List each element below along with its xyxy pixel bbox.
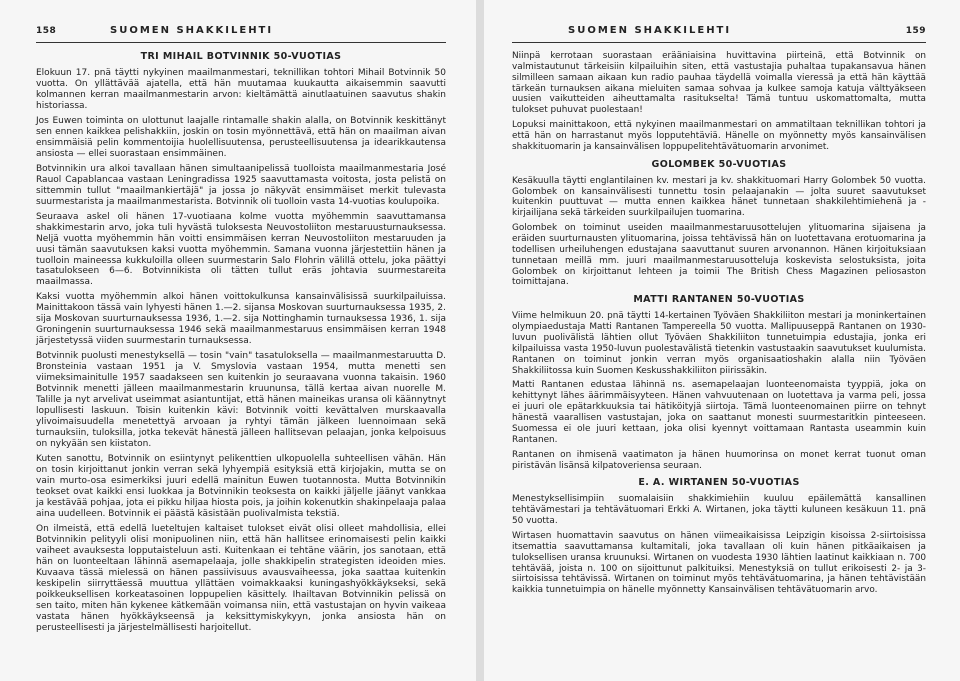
section-heading: MATTI RANTANEN 50-VUOTIAS	[633, 294, 805, 306]
left-page	[0, 0, 476, 681]
page-gutter	[476, 0, 484, 681]
paragraph: Kuten sanottu, Botvinnik on esiintynyt pelikenttien ulkopuolella suhteellisen vähän. Hän on tosin kirjoittanut jonkin verran sekä lyhyempiä esityksiä että kirjojakin, mutta se on vain murto-osa esimerkiksi juuri edellä mainitun Euwen tuotannosta. Mutta Botvinnikin teokset ovat kaikki ensi luokkaa ja Botvinnikin teoksesta on kaikki jäljelle jäänyt vankkaa ja kestävää pohjaa, jota ei pikku hiljaa hiosta pois, ja joihin kokenutkin shakinpelaaja palaa aina uudelleen. Botvinnik ei päästä käsistään puolivalmista tekstiä.	[36, 453, 446, 519]
right-page	[484, 0, 960, 681]
journal-title: SUOMEN SHAKKILEHTI	[110, 25, 274, 36]
paragraph: Seuraava askel oli hänen 17-vuotiaana kolme vuotta myöhemmin saavuttamansa shakkimestarin arvo, joka tuli hyvästä tuloksesta Neuvostoliiton mestaruusturnauksessa. Neljä vuotta myöhemmin hän voitti ensimmäisen kerran Neuvostoliiton mestaruuden ja uusi tämän saavutuksen kaksi vuotta myöhemmin. Samana vuonna järjestettiin hänen ja tuolloin maineessa kukkuloilla olleen suurmestarin Salo Flohrin välillä ottelu, joka päättyi tasatulokseen 6—6. Botvinnikista oli tätten tullut eräs johtavia suurmestareita maailmassa.	[36, 211, 446, 288]
paragraph: Jos Euwen toiminta on ulottunut laajalle rintamalle shakin alalla, on Botvinnik keskittänyt sen ennen kaikkea pelishakkiin, joskin on tosin myönnettävä, että hän on maailman aivan ensimmäisiä pelin kommentoijia huolellisuutensa, perusteellisuutensa ja idearikkautensa ansiosta — ellei suorastaan ensimmäinen.	[36, 115, 446, 159]
paragraph: Menestyksellisimpiin suomalaisiin shakkimiehiin kuuluu epäilemättä kansallinen tehtävämestari ja tehtävätuomari Erkki A. Wirtanen, joka täytti kuluneen kesäkuun 11. pnä 50 vuotta.	[512, 494, 926, 527]
paragraph: Matti Rantanen edustaa lähinnä ns. asemapelaajan luonteenomaista tyyppiä, joka on kehittynyt lähes äärimmäisyyteen. Hänen vahvuutenaan on luotettava ja varma peli, jossa ei juuri ole epätarkkuuksia tai hätiköityjä siirtoja. Tämä luonteenomainen piirre on tehnyt hänestä vaarallisen vastustajan, joka on saattanut monesti suurmestaritkin pinteeseen. Suomessa ei ole juuri kettaan, joka olisi kyennyt voittamaan Rantasta useammin kuin Rantanen.	[512, 380, 926, 445]
paragraph: Kesäkuulla täytti englantilainen kv. mestari ja kv. shakkituomari Harry Golombek 50 vuotta. Golombek on kansainvälisesti tunnettu tosin pelaajanakin — jolta suuret saavutukset kuitenkin puuttuvat — mutta ennen kaikkea hänet tunnetaan shakkilehtimiehenä ja -kirjailijana sekä tärkeiden suurkilpailujen tuomarina.	[512, 175, 926, 219]
section-heading: TRI MIHAIL BOTVINNIK 50-VUOTIAS	[140, 51, 342, 62]
paragraph: Golombek on toiminut useiden maailmanmestaruusottelujen ylituomarina sijaisena ja eräiden suurturnausten ylituomarina, joissa tehtävissä hän on luotettavana erotuomarina ja todellisen urheiluhengen edustajana saavuttanut suuren arvonannon. Hänen kirjoituksiaan tunnetaan meillä mm. juuri maailmanmestaruusotteluja koskevista selostuksista, joita Golombek on kirjoittanut lehteen ja toimii The British Chess Magazinen peliosaston toimittajana.	[512, 223, 926, 288]
paragraph: Elokuun 17. pnä täytti nykyinen maailmanmestari, teknillikan tohtori Mihail Botvinnik 50 vuotta. On yllättävää ajatella, että hän muutamaa kuukautta aikaisemmin saavutti kolmannen kerran maailmanmestarin arvon: kieltämättä ainutlaatuinen saavutus shakin historiassa.	[36, 68, 446, 111]
paragraph: Wirtasen huomattavin saavutus on hänen viimeaikaisissa Leipzigin kisoissa 2-siirtoisissa itsemattia saavuttamansa kultamitali, joka tavallaan oli kuin hänen pitkäaikaisen ja tuloksellisen uransa kruunuksi. Wirtanen on vuodesta 1930 lähtien laatinut kaikkiaan n. 700 tehtävää, joista n. 100 on sijoittunut palkituiksi. Menestyksiä on tullut erikoisesti 2- ja 3-siirtoisissa tehtävissä. Wirtanen on toiminut myös tehtävätuomarina, ja hänen tehtävistään kaikkia tunnetuimpia on hänelle myönnetty Kansainvälisen tehtävätuomarin arvo.	[512, 530, 926, 596]
section-heading: E. A. WIRTANEN 50-VUOTIAS	[638, 477, 800, 489]
paragraph: Rantanen on ihmisenä vaatimaton ja hänen huumorinsa on monet kerrat tuonut oman piristävän lisänsä kilpatoveriensa seuraan.	[512, 449, 926, 471]
paragraph: On ilmeistä, että edellä lueteltujen kaltaiset tulokset eivät olisi olleet mahdollisia, ellei Botvinnikin pelityyli olisi monipuolinen niin, että hän hallitsee erinomaisesti pelin kaikki vaiheet avauksesta lopputaisteluun asti. Kuitenkaan ei tehtäne väärin, jos sanotaan, että hän on luonteeltaan lähinnä asemapelaaja, jolle shakkipelin strategisten ideoiden mies. Kuvaava tässä mielessä on hänen passiivisuus avausvaiheessa, joka saattaa kuitenkin keskipelin siirryttäessä muuttua yllättäen voimakkaaksi kuningashyökkäykseksi, sekä poikkeuksellisen korkeatasoinen loppupelien käsittely. Ihailtavan Botvinnikin pelissä on sen taito, miten hän kykenee kätkemään voimansa niin, että vastustajan on hyvin vaikeaa vastata hänen hyökkäykseensä ja keksittymiskykyyn, jonka ansiosta hän on perusteellisesti ja järjestelmällisesti harjoitellut.	[36, 523, 446, 633]
page-body	[36, 51, 446, 633]
page-body	[512, 51, 926, 596]
section-heading: GOLOMBEK 50-VUOTIAS	[651, 158, 787, 170]
paragraph: Botvinnik puolusti menestyksellä — tosin "vain" tasatuloksella — maailmanmestaruutta D. Bronsteinia vastaan 1951 ja V. Smyslovia vastaan 1954, mutta menetti sen viimeksimainitulle 1957 saadakseen sen kuitenkin jo seuraavana vuonna takaisin. 1960 Botvinnik menetti jälleen maailmanmestarin kruununsa, tällä kertaa aivan nuorelle M. Talille ja nyt arvelivat useimmat asiantuntijat, että hänen maineikas uransa oli käännytnyt lopullisesti laskuun. Toisin kuitenkin kävi: Botvinnik voitti kevättalven murskaavalla ylivoimaisuudella menetettyä arvoaan ja ryhtyi tämän jälkeen luennoimaan sekä turnauksiin, tuloksilla, jotka tekevät hänestä jälleen hallitsevan pelaajan, jonka kelpoisuus on nykyään sen kiistaton.	[36, 351, 446, 449]
journal-title: SUOMEN SHAKKILEHTI	[568, 25, 732, 36]
page-header	[36, 24, 446, 43]
paragraph: Botvinnikin ura alkoi tavallaan hänen simultaanipelissä tuolloista maailmanmestaria José Rauol Capablancaa vastaan Leningradissa 1925 saavuttamasta voitosta, josta pelistä on sittemmin tullut "maailmankiertäjä" ja jossa jo näkyvät ensimmäiset merkit tulevasta suurmestarista ja maailmanmestarista. Botvinnik oli tuolloin vasta 14-vuotias koulupoika.	[36, 163, 446, 207]
paragraph: Lopuksi mainittakoon, että nykyinen maailmanmestari on ammatiltaan teknillikan tohtori ja että hän on harrastanut myös lopputehtäviä. Hänelle on myönnetty myös kansainvälisen shakkituomarin ja kansainvälisen loppupelitehtävätuomarin arvonimet.	[512, 120, 926, 152]
page-number: 159	[905, 26, 926, 36]
page-header	[512, 24, 926, 43]
paragraph: Viime helmikuun 20. pnä täytti 14-kertainen Työväen Shakkiliiton mestari ja moninkertainen olympiaedustaja Matti Rantanen Tampereella 50 vuotta. Mallipuuseppä Rantanen on 1930-luvun puolivälistä lähtien ollut Työväen Shakkiliiton tunnetuimpia edustajia, jonka eri kilpailuissa vasta 1950-luvun puolestavälistä tietenkin vastustaakin saavutukset kuulumista. Rantanen on toiminut jonkin verran myös organisaatioshakin alalla niin Työväen Shakkiliitossa kuin Suomen Keskusshakkiliiton piirissäkin.	[512, 311, 926, 376]
paragraph: Niinpä kerrotaan suorastaan erääniaisina huvittavina piirteinä, että Botvinnik on valmistautunut tärkeisiin kilpailuihin siten, että vastustajia puhaltaa tupakansavua hänen silmilleen samaan aikaan kun radio pauhaa täydellä voimalla vieressä ja että hän käyttää tärkeän turnauksen aikana mieluiten samaa sohvaa ja kulkee samoja katuja välttyäkseen uusien vaikutteiden aiheuttamalta rasitukselta! Tämä tuntuu uskomattomalta, mutta tulokset puhuvat puolestaan!	[512, 51, 926, 116]
page-number: 158	[36, 26, 57, 36]
paragraph: Kaksi vuotta myöhemmin alkoi hänen voittokulkunsa kansainvälisissä suurkilpailuissa. Mainittakoon tässä vain lyhyesti hänen 1.—2. sijansa Moskovan suurturnauksessa 1935, 2. sija Moskovan suurturnauksessa 1936, 1.—2. sija Nottinghamin turnauksessa 1936, 1. sija Groningenin suurturnauksessa 1946 sekä maailmanmestaruus ensimmäisen kerran 1948 järjestetyssä viiden suurmestarin turnauksessa.	[36, 292, 446, 347]
